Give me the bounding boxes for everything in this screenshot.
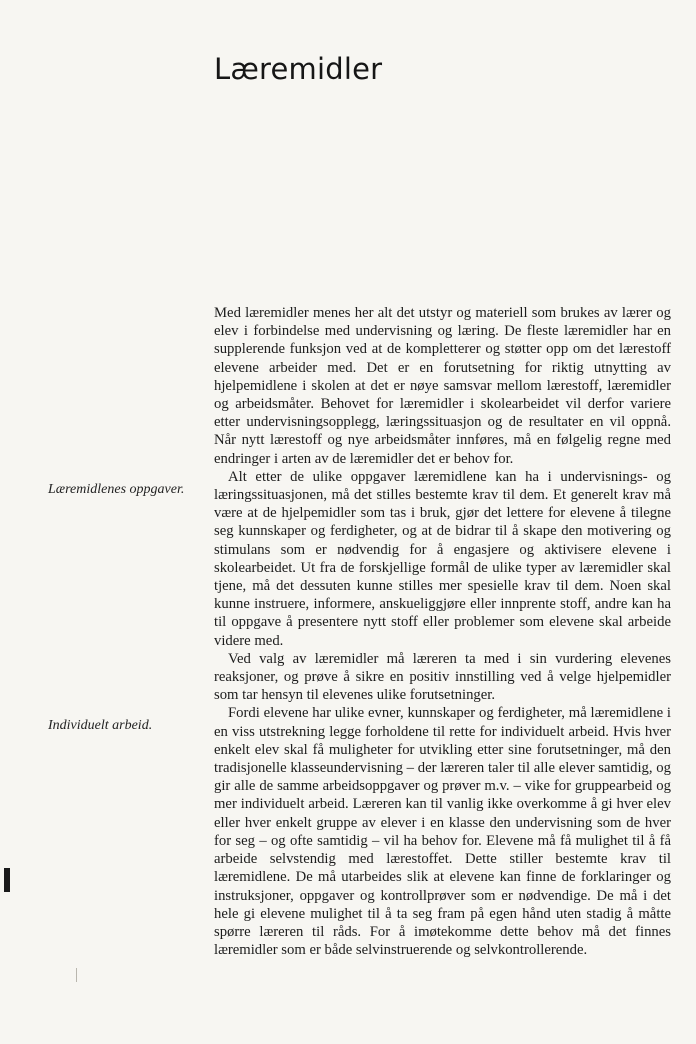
paragraph-individuelt: Fordi elevene har ulike evner, kunnskaper og ferdigheter, må læremidlene i en viss utstrekning legge forholdene til rette for individuelt arbeid. Hvis hver enkelt elev skal få muligheter for utvikling etter sine forutsetninger, må den tradisjonelle klasseundervisning – der læreren taler til alle elever samtidig, og gir alle de samme arbeidsoppgaver og prøver m.v. – vike for gruppearbeid og mer individuelt arbeid. Læreren kan til vanlig ikke overkomme å gi hver elev eller hver enkelt gruppe av elever i en klasse den undervisning som de hver for seg – og ofte samtidig – vil ha behov for. Elevene må få mulighet til å få arbeide selvstendig med lærestoffet. Dette stiller bestemte krav til læremidlene. De må utarbeides slik at elevene kan finne de forklaringer og instruksjoner, oppgaver og kontrollprøver som er nødvendige. De må i det hele gi elevene mulighet til å ta seg fram på egen hånd uten stadig å måtte spørre læreren til råds. For å imøtekomme dette behov må det finnes læremidler som er både selvinstruerende og selvkontrollerende. — [214, 705, 671, 959]
scan-edge-mark — [4, 868, 10, 892]
paragraph-oppgaver: Alt etter de ulike oppgaver læremidlene kan ha i undervisnings- og læringssituasjonen, må det stilles bestemte krav til dem. Et generelt krav må være at de hjelpemidler som tas i bruk, gjør det lettere for elevene å tilegne seg kunnskaper og ferdigheter, og at de bidrar til å skape den motivering og stimulans som er nødvendig for å engasjere og aktivisere elevene i skolearbeidet. Ut fra de forskjellige formål de ulike typer av læremidler skal tjene, må det dessuten kunne stilles mer spesielle krav til dem. Noen skal kunne instruere, informere, anskueliggjøre eller innprente stoff, andre kan ha til oppgave å presentere nytt stoff eller problemer som elevene skal arbeide videre med. — [214, 468, 671, 649]
scan-speck — [76, 968, 77, 982]
margin-note-oppgaver: Læremidlenes oppgaver. — [48, 482, 185, 497]
paragraph-intro: Med læremidler menes her alt det utstyr og materiell som brukes av lærer og elev i forbindelse med undervisning og læring. De fleste læremidler har en supplerende funksjon ved at de kompletterer og støtter opp om det lærestoff elevene arbeider med. Det er en forutsetning for riktig utnytting av hjelpemidlene i skolen at det er nøye samsvar mellom lærestoff, læremidler og arbeidsmåter. Behovet for læremidler i skolearbeidet vil derfor variere etter undervisningsopplegg, læringssituasjon og de resultater en vil oppnå. Når nytt lærestoff og nye arbeidsmåter innføres, må en følgelig regne med endringer i arten av de læremidler det er behov for. — [214, 305, 671, 467]
paragraph-valg: Ved valg av læremidler må læreren ta med i sin vurdering elevenes reaksjoner, og prøve å sikre en positiv innstilling ved å velge hjelpemidler som tar hensyn til elevenes ulike forutsetninger. — [214, 650, 671, 704]
page-title: Læremidler — [214, 52, 383, 86]
margin-note-individuelt: Individuelt arbeid. — [48, 718, 153, 733]
body-text — [214, 304, 671, 959]
